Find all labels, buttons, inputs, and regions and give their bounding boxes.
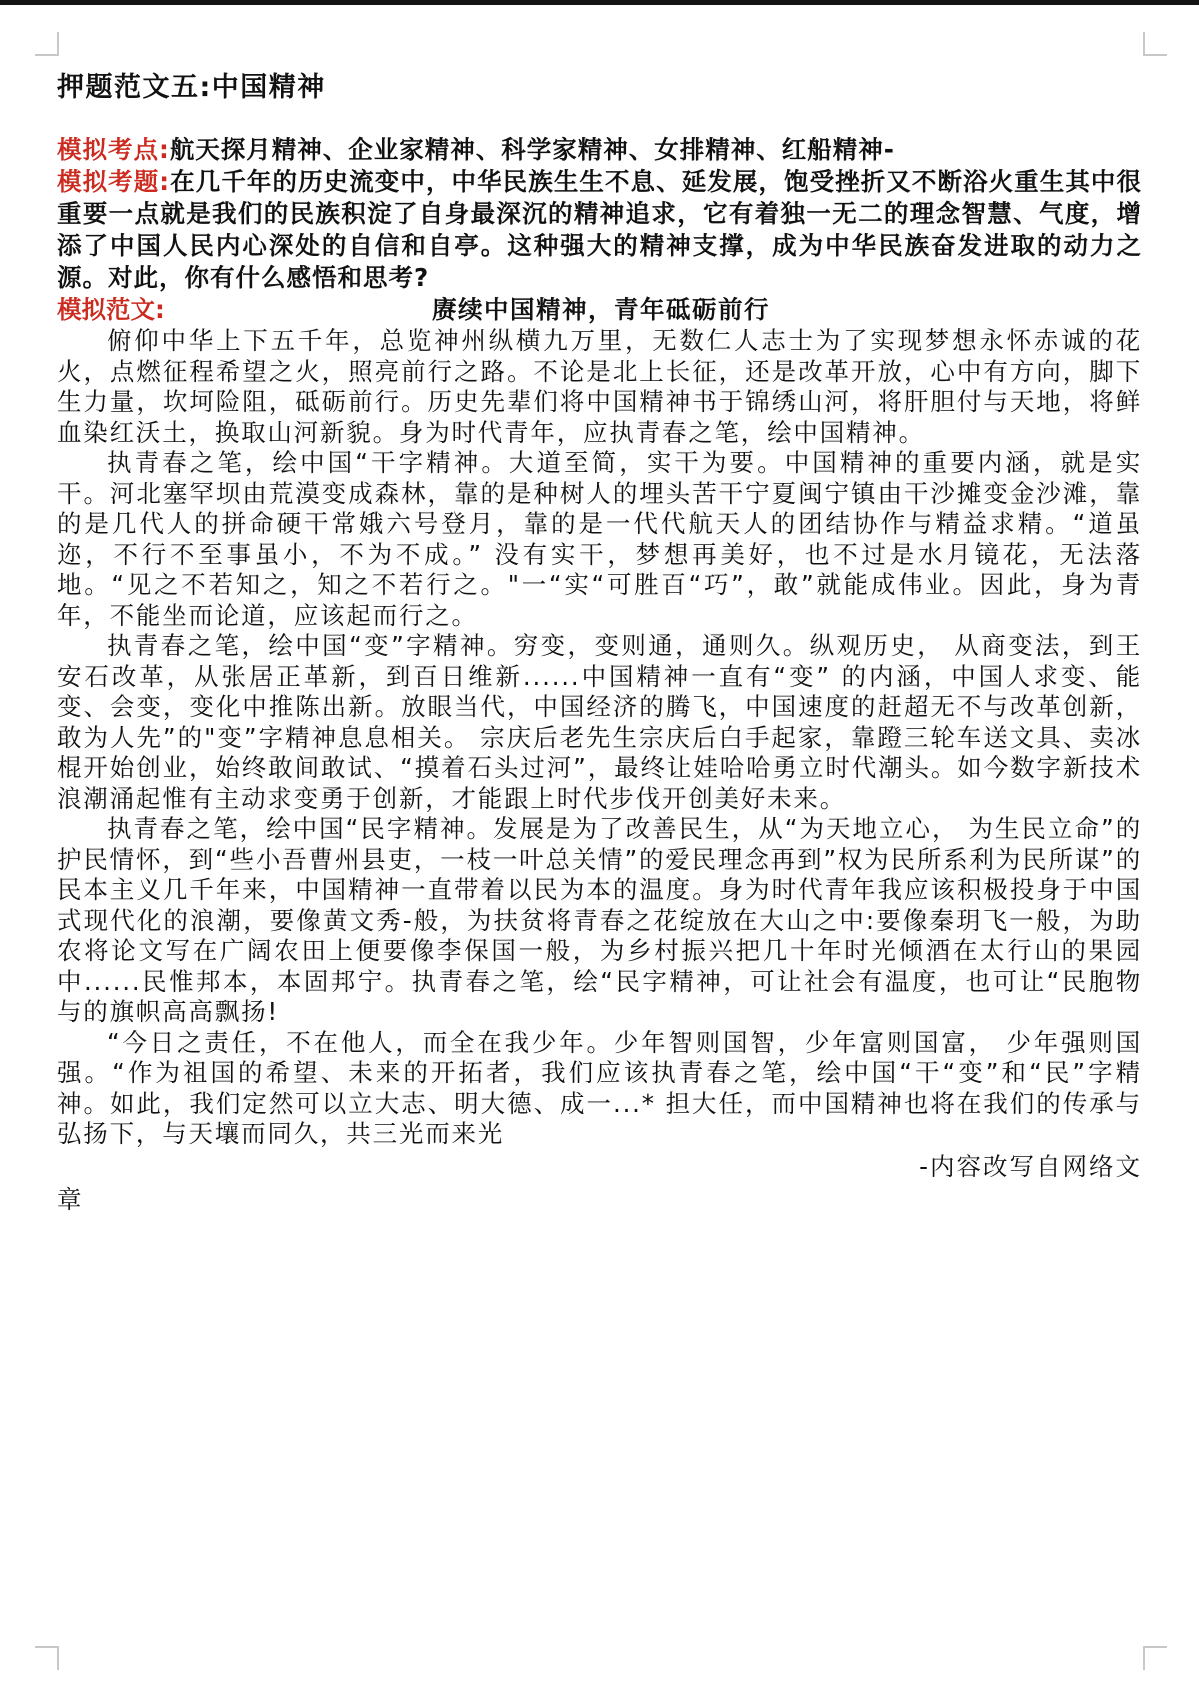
essay-paragraph-2: 执青春之笔，绘中国“干字精神。大道至简，实干为要。中国精神的重要内涵，就是实干。河北塞罕坝由荒漠变成森林，靠的是种树人的埋头苦干宁夏闽宁镇由干沙摊变金沙滩，靠的是几代人的拼命硬干常娥六号登月，靠的是一代代航天人的团结协作与精益求精。“道虽迩，不行不至事虽小，不为不成。” 没有实干，梦想再美好，也不过是水月镜花，无法落地。“见之不若知之，知之不若行之。"一“实“可胜百“巧”，敢”就能成伟业。因此，身为青年，不能坐而论道，应该起而行之。 (57, 448, 1142, 630)
crop-mark-bottom-right (1143, 1646, 1167, 1670)
document-title: 押题范文五:中国精神 (57, 72, 326, 103)
essay-body (57, 326, 1142, 1150)
sample-essay-label: 模拟范文: (57, 295, 165, 324)
document-page (57, 70, 1142, 1216)
exam-points (57, 134, 1142, 166)
crop-mark-top-right (1143, 32, 1167, 56)
essay-paragraph-5: “今日之责任，不在他人，而全在我少年。少年智则国智，少年富则国富， 少年强则国强。“作为祖国的希望、未来的开拓者，我们应该执青春之笔，绘中国“干“变”和“民”字精神。如此，我们定然可以立大志、明大德、成一...* 担大任，而中国精神也将在我们的传承与弘扬下，与天壤而同久，共三光而来光 (57, 1027, 1142, 1148)
essay-paragraph-1: 俯仰中华上下五千年，总览神州纵横九万里，无数仁人志士为了实现梦想永怀赤诚的花火，点燃征程希望之火，照亮前行之路。不论是北上长征，还是改革开放，心中有方向，脚下生力量，坎坷险阻，砥砺前行。历史先辈们将中国精神书于锦绣山河，将肝胆付与天地，将鲜血染红沃土，换取山河新貌。身为时代青年，应执青春之笔，绘中国精神。 (57, 326, 1142, 447)
essay-title: 赓续中国精神，青年砥砺前行 (432, 295, 770, 324)
crop-mark-bottom-left (35, 1646, 59, 1670)
top-border (0, 0, 1199, 5)
source-note (57, 1150, 1142, 1216)
source-note-line-1: -内容改写自网络文 (919, 1151, 1142, 1181)
exam-question (57, 166, 1142, 294)
essay-paragraph-4: 执青春之笔，绘中国“民字精神。发展是为了改善民生，从“为天地立心， 为生民立命”的护民情怀，到“些小吾曹州县吏，一枝一叶总关情”的爱民理念再到”权为民所系利为民所谋”的民本主义几千年来，中国精神一直带着以民为本的温度。身为时代青年我应该积极投身于中国式现代化的浪潮，要像黄文秀-般，为扶贫将青春之花绽放在大山之中:要像秦玥飞一般，为助农将论文写在广阔农田上便要像李保国一般，为乡村振兴把几十年时光倾酒在太行山的果园中......民惟邦本，本固邦宁。执青春之笔，绘“民字精神，可让社会有温度，也可让“民胞物与的旗帜高高飘扬! (57, 814, 1142, 1026)
essay-paragraph-3: 执青春之笔，绘中国“变”字精神。穷变，变则通，通则久。纵观历史， 从商变法，到王安石改革，从张居正革新，到百日维新......中国精神一直有“变” 的内涵，中国人求变、能变、会变，变化中推陈出新。放眼当代，中国经济的腾飞，中国速度的赶超无不与改革创新，敢为人先”的"变”字精神息息相关。 宗庆后老先生宗庆后白手起家，靠蹬三轮车送文具、卖冰棍开始创业，始终敢间敢试、“摸着石头过河”，最终让娃哈哈勇立时代潮头。如今数字新技术浪潮涌起惟有主动求变勇于创新，才能跟上时代步伐开创美好未来。 (57, 631, 1142, 813)
sample-essay-heading (57, 294, 1142, 326)
crop-mark-top-left (35, 32, 59, 56)
exam-question-text: 在几千年的历史流变中，中华民族生生不息、延发展，饱受挫折又不断浴火重生其中很重要一点就是我们的民族积淀了自身最深沉的精神追求，它有着独一无二的理念智慧、气度，增添了中国人民内心深处的自信和自亭。这种强大的精神支撑，成为中华民族奋发进取的动力之源。对此，你有什么感悟和思考? (57, 167, 1142, 292)
source-note-line-2: 章 (57, 1184, 84, 1214)
exam-points-label: 模拟考点: (57, 135, 170, 164)
exam-question-label: 模拟考题: (57, 167, 171, 196)
exam-points-text: 航天探月精神、企业家精神、科学家精神、女排精神、红船精神- (169, 135, 895, 164)
